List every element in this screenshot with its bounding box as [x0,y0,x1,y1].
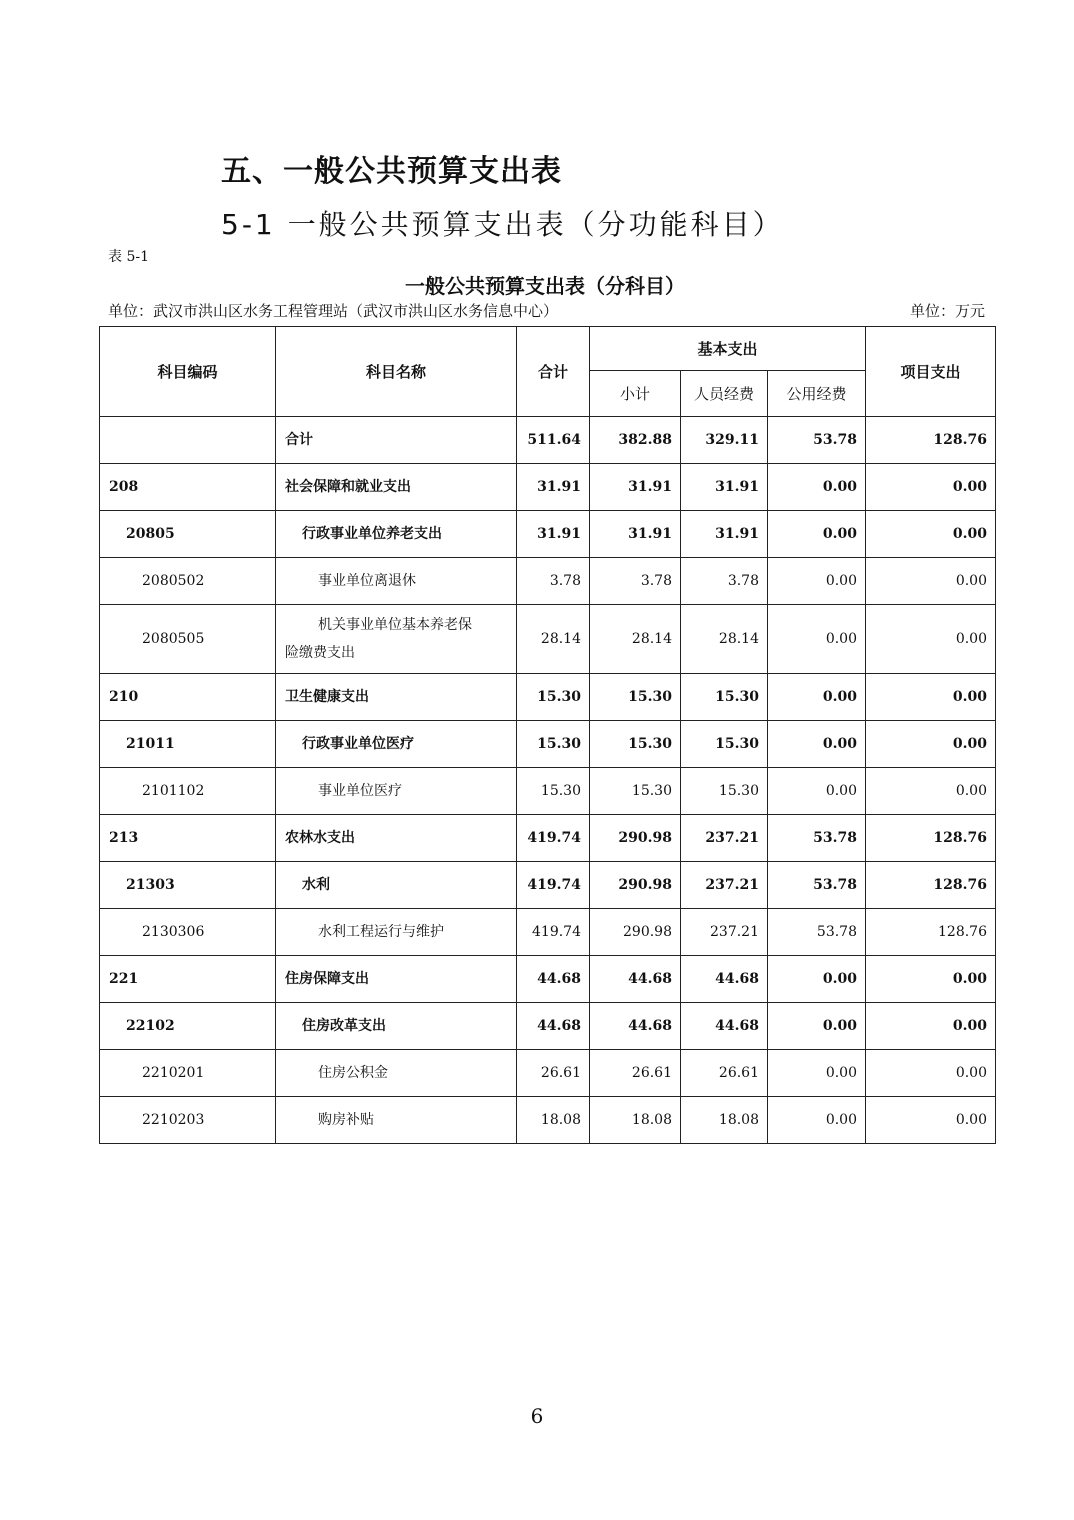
table-row [100,768,996,815]
table-row [100,862,996,909]
cell-name: 住房公积金 [276,1050,517,1097]
cell-public: 0.00 [768,956,866,1003]
header-basic: 基本支出 [590,327,866,371]
cell-personnel: 44.68 [681,1003,768,1050]
cell-public: 53.78 [768,417,866,464]
cell-public: 0.00 [768,721,866,768]
cell-code: 208 [100,464,276,511]
header-public: 公用经费 [768,371,866,417]
cell-total: 15.30 [517,721,590,768]
cell-subtotal: 290.98 [590,815,681,862]
cell-name: 合计 [276,417,517,464]
cell-subtotal: 44.68 [590,956,681,1003]
page-number: 6 [530,1404,544,1428]
cell-total: 3.78 [517,558,590,605]
cell-project: 0.00 [866,956,996,1003]
cell-public: 0.00 [768,1003,866,1050]
table-row [100,1003,996,1050]
cell-name [276,605,517,674]
cell-personnel: 237.21 [681,909,768,956]
cell-personnel: 3.78 [681,558,768,605]
cell-project: 0.00 [866,768,996,815]
cell-subtotal: 290.98 [590,862,681,909]
cell-total: 18.08 [517,1097,590,1144]
cell-project: 0.00 [866,674,996,721]
cell-code: 21303 [100,862,276,909]
cell-name: 购房补贴 [276,1097,517,1144]
cell-public: 53.78 [768,815,866,862]
cell-code: 210 [100,674,276,721]
cell-personnel: 237.21 [681,862,768,909]
cell-public: 0.00 [768,464,866,511]
cell-code: 221 [100,956,276,1003]
cell-code: 2101102 [100,768,276,815]
cell-subtotal: 382.88 [590,417,681,464]
cell-project: 0.00 [866,1097,996,1144]
cell-code [100,417,276,464]
cell-personnel: 44.68 [681,956,768,1003]
header-subtotal: 小计 [590,371,681,417]
cell-personnel: 26.61 [681,1050,768,1097]
cell-total: 419.74 [517,909,590,956]
cell-name: 社会保障和就业支出 [276,464,517,511]
cell-total: 44.68 [517,956,590,1003]
cell-subtotal: 3.78 [590,558,681,605]
cell-public: 53.78 [768,862,866,909]
cell-project: 0.00 [866,511,996,558]
cell-code: 2130306 [100,909,276,956]
table-row [100,1097,996,1144]
cell-subtotal: 15.30 [590,721,681,768]
cell-project: 0.00 [866,605,996,674]
cell-public: 0.00 [768,1097,866,1144]
cell-personnel: 15.30 [681,674,768,721]
cell-personnel: 329.11 [681,417,768,464]
cell-code: 22102 [100,1003,276,1050]
cell-total: 28.14 [517,605,590,674]
cell-name: 水利工程运行与维护 [276,909,517,956]
cell-subtotal: 26.61 [590,1050,681,1097]
cell-public: 0.00 [768,511,866,558]
table-header-row [100,327,996,371]
cell-name: 事业单位医疗 [276,768,517,815]
cell-public: 0.00 [768,558,866,605]
cell-name: 行政事业单位医疗 [276,721,517,768]
cell-project: 0.00 [866,1003,996,1050]
cell-name: 行政事业单位养老支出 [276,511,517,558]
cell-subtotal: 44.68 [590,1003,681,1050]
table-title: 一般公共预算支出表（分科目） [405,274,685,298]
cell-total: 15.30 [517,768,590,815]
cell-personnel: 237.21 [681,815,768,862]
cell-name: 水利 [276,862,517,909]
subsection-heading: 5-1 一般公共预算支出表（分功能科目） [221,208,784,241]
cell-name: 住房改革支出 [276,1003,517,1050]
cell-project: 128.76 [866,862,996,909]
table-row [100,417,996,464]
cell-personnel: 31.91 [681,464,768,511]
cell-total: 26.61 [517,1050,590,1097]
cell-name: 卫生健康支出 [276,674,517,721]
cell-project: 128.76 [866,815,996,862]
cell-project: 0.00 [866,721,996,768]
cell-public: 53.78 [768,909,866,956]
header-personnel: 人员经费 [681,371,768,417]
cell-project: 0.00 [866,464,996,511]
table-row [100,511,996,558]
unit-currency: 单位：万元 [909,302,985,320]
cell-personnel: 15.30 [681,768,768,815]
cell-subtotal: 31.91 [590,511,681,558]
cell-project: 0.00 [866,558,996,605]
cell-name-line1: 机关事业单位基本养老保 [318,617,472,633]
header-name: 科目名称 [276,327,517,417]
cell-code: 2080502 [100,558,276,605]
cell-total: 419.74 [517,815,590,862]
cell-project: 128.76 [866,417,996,464]
cell-code: 2210203 [100,1097,276,1144]
cell-subtotal: 18.08 [590,1097,681,1144]
cell-code: 2210201 [100,1050,276,1097]
cell-subtotal: 15.30 [590,768,681,815]
cell-subtotal: 28.14 [590,605,681,674]
cell-subtotal: 290.98 [590,909,681,956]
table-row [100,558,996,605]
table-row [100,674,996,721]
table-row [100,909,996,956]
cell-public: 0.00 [768,768,866,815]
header-total: 合计 [517,327,590,417]
cell-personnel: 28.14 [681,605,768,674]
cell-project: 128.76 [866,909,996,956]
cell-total: 419.74 [517,862,590,909]
header-code: 科目编码 [100,327,276,417]
cell-name: 事业单位离退休 [276,558,517,605]
section-heading: 五、一般公共预算支出表 [221,154,562,189]
cell-code: 2080505 [100,605,276,674]
unit-organization: 单位：武汉市洪山区水务工程管理站（武汉市洪山区水务信息中心） [108,302,559,320]
cell-total: 511.64 [517,417,590,464]
table-row [100,956,996,1003]
cell-public: 0.00 [768,1050,866,1097]
cell-personnel: 31.91 [681,511,768,558]
cell-public: 0.00 [768,605,866,674]
cell-total: 31.91 [517,464,590,511]
cell-total: 15.30 [517,674,590,721]
table-row [100,815,996,862]
cell-personnel: 18.08 [681,1097,768,1144]
budget-table [99,326,996,1144]
header-project: 项目支出 [866,327,996,417]
cell-total: 44.68 [517,1003,590,1050]
cell-name: 农林水支出 [276,815,517,862]
cell-code: 20805 [100,511,276,558]
cell-subtotal: 31.91 [590,464,681,511]
table-row [100,1050,996,1097]
cell-name-line2: 险缴费支出 [285,645,355,661]
table-row [100,605,996,674]
table-number: 表 5-1 [108,249,149,265]
cell-public: 0.00 [768,674,866,721]
cell-project: 0.00 [866,1050,996,1097]
cell-code: 213 [100,815,276,862]
cell-subtotal: 15.30 [590,674,681,721]
cell-total: 31.91 [517,511,590,558]
cell-personnel: 15.30 [681,721,768,768]
cell-code: 21011 [100,721,276,768]
cell-name: 住房保障支出 [276,956,517,1003]
table-row [100,464,996,511]
table-row [100,721,996,768]
